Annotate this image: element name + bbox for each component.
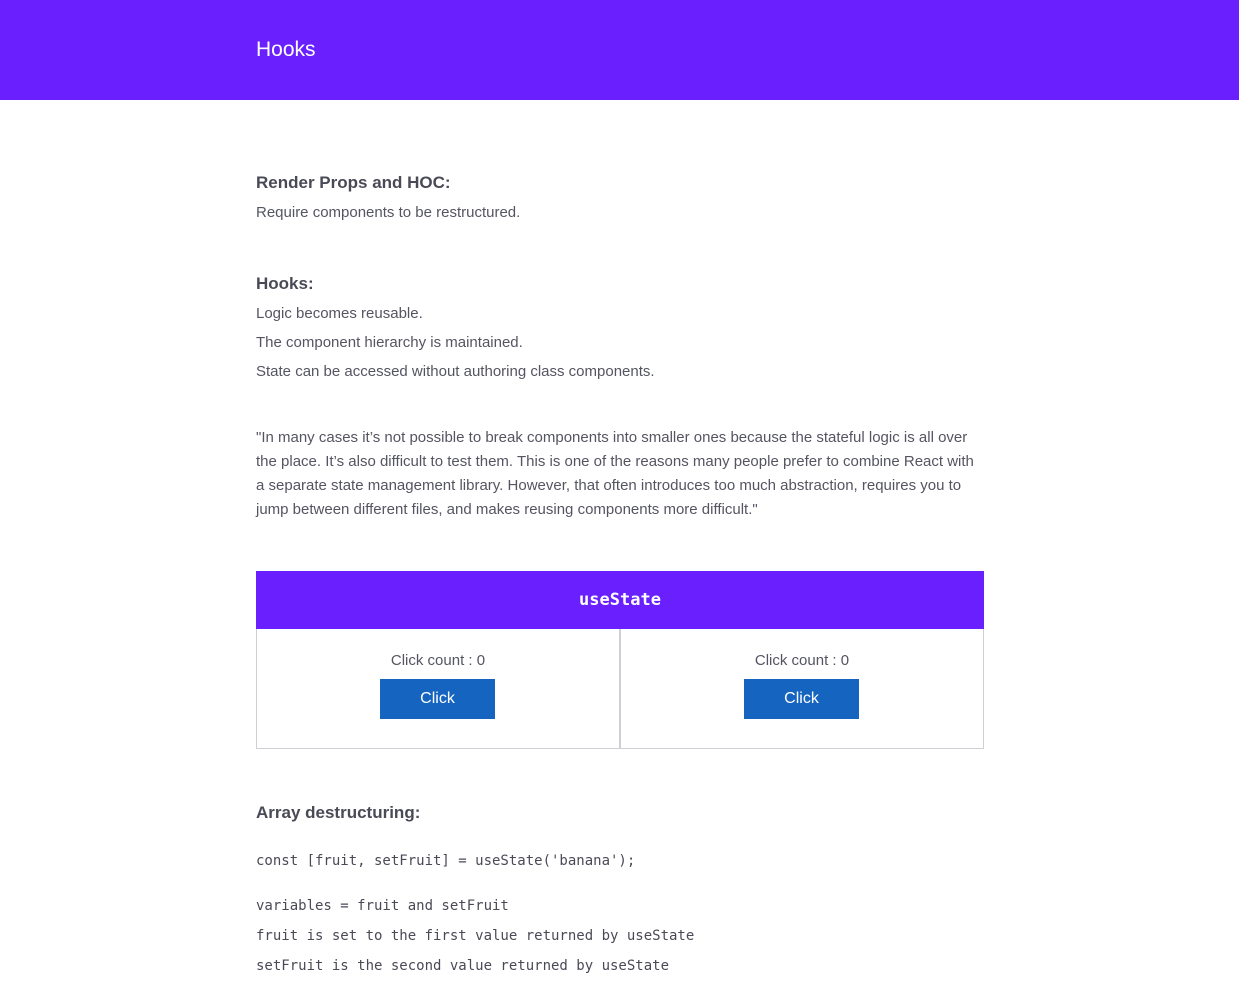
app-header [0, 0, 1239, 100]
page-title: Hooks [256, 38, 316, 61]
code-note: variables = fruit and setFruit [256, 898, 509, 914]
code-note: fruit is set to the first value returned by useState [256, 928, 695, 944]
hooks-heading: Hooks: [256, 274, 314, 293]
click-button[interactable]: Click [380, 679, 495, 719]
click-count-label: Click count : 0 [754, 652, 850, 669]
click-count-value: 0 [476, 652, 486, 669]
quote-text: "In many cases it’s not possible to break components into smaller ones because the stateful logic is all over the place. It’s also difficult to test them. This is one of the reasons many people prefer to combine React with a separate state management library. However, that often introduces too much abstraction, requires you to jump between different files, and makes reusing components more difficult." [256, 429, 974, 518]
code-line: const [fruit, setFruit] = useState('banana'); [256, 853, 636, 869]
hooks-point: Logic becomes reusable. [256, 305, 423, 322]
click-button[interactable]: Click [744, 679, 859, 719]
render-props-text: Require components to be restructured. [256, 204, 521, 221]
demo-panel-header [256, 571, 984, 629]
hooks-point: State can be accessed without authoring class components. [256, 363, 655, 380]
counter-card [620, 629, 984, 749]
hooks-point: The component hierarchy is maintained. [256, 334, 523, 351]
counter-card [256, 629, 620, 749]
destructuring-heading: Array destructuring: [256, 803, 421, 822]
click-count-value: 0 [840, 652, 850, 669]
code-note: setFruit is the second value returned by useState [256, 958, 670, 974]
demo-panel-title: useState [579, 590, 661, 610]
render-props-heading: Render Props and HOC: [256, 173, 451, 192]
usestate-demo-panel [256, 571, 984, 750]
click-count-label: Click count : 0 [390, 652, 486, 669]
